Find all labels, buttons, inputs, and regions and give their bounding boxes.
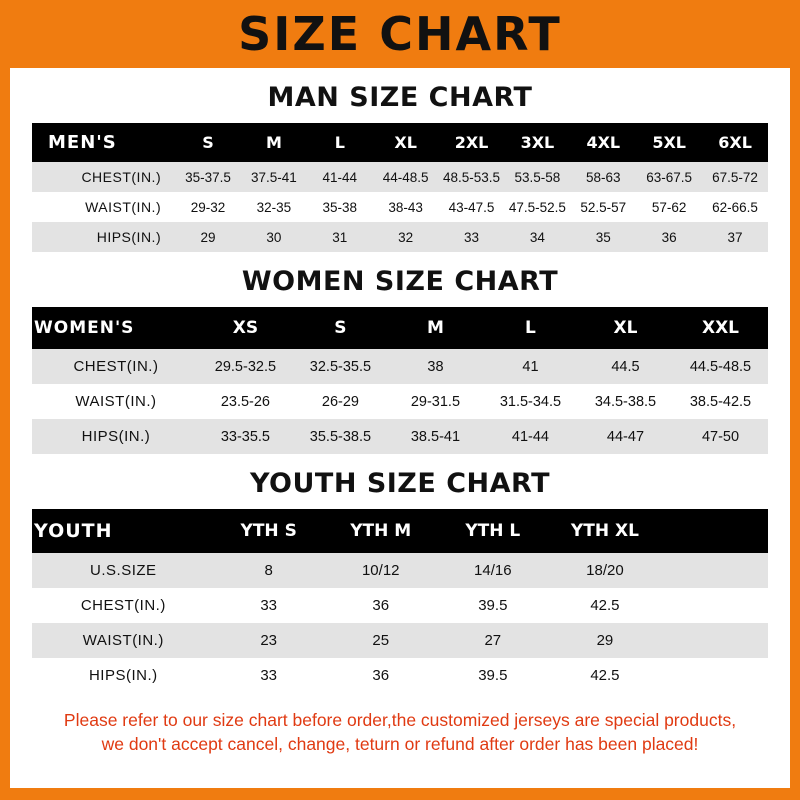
- men-r0-c1: 37.5-41: [241, 162, 307, 192]
- youth-row-3-label: HIPS(IN.): [32, 658, 213, 693]
- women-r1-c3: 31.5-34.5: [483, 384, 578, 419]
- men-col-0: S: [175, 123, 241, 162]
- youth-r2-c2: 27: [437, 623, 549, 658]
- table-row: [32, 623, 768, 658]
- men-r0-c5: 53.5-58: [504, 162, 570, 192]
- men-r0-c3: 44-48.5: [373, 162, 439, 192]
- women-col-0: XS: [198, 307, 293, 349]
- men-row-1-label: WAIST(IN.): [32, 192, 175, 222]
- youth-r2-c1: 25: [325, 623, 437, 658]
- men-r2-c7: 36: [636, 222, 702, 252]
- women-r1-c0: 23.5-26: [198, 384, 293, 419]
- men-col-8: 6XL: [702, 123, 768, 162]
- youth-r1-c1: 36: [325, 588, 437, 623]
- men-header-label: MEN'S: [32, 123, 175, 162]
- youth-row-2-label: WAIST(IN.): [32, 623, 213, 658]
- men-r2-c5: 34: [504, 222, 570, 252]
- men-row-2-label: HIPS(IN.): [32, 222, 175, 252]
- men-r0-c7: 63-67.5: [636, 162, 702, 192]
- men-r1-c6: 52.5-57: [570, 192, 636, 222]
- youth-r1-c0: 33: [213, 588, 325, 623]
- women-r2-c1: 35.5-38.5: [293, 419, 388, 454]
- women-col-5: XXL: [673, 307, 768, 349]
- men-col-5: 3XL: [504, 123, 570, 162]
- youth-section: [32, 468, 768, 693]
- men-r2-c4: 33: [439, 222, 505, 252]
- youth-r3-c1: 36: [325, 658, 437, 693]
- women-r2-c0: 33-35.5: [198, 419, 293, 454]
- men-r1-c2: 35-38: [307, 192, 373, 222]
- youth-col-3: YTH XL: [549, 509, 661, 553]
- men-r1-c7: 57-62: [636, 192, 702, 222]
- women-r0-c2: 38: [388, 349, 483, 384]
- men-r0-c0: 35-37.5: [175, 162, 241, 192]
- table-row: [32, 553, 768, 588]
- youth-col-spacer: [661, 509, 768, 553]
- men-r1-c4: 43-47.5: [439, 192, 505, 222]
- bottom-accent-band: [0, 788, 800, 800]
- women-r1-c1: 26-29: [293, 384, 388, 419]
- men-r1-c3: 38-43: [373, 192, 439, 222]
- women-r0-c0: 29.5-32.5: [198, 349, 293, 384]
- men-r2-c1: 30: [241, 222, 307, 252]
- men-col-4: 2XL: [439, 123, 505, 162]
- men-r0-c6: 58-63: [570, 162, 636, 192]
- youth-col-0: YTH S: [213, 509, 325, 553]
- women-col-2: M: [388, 307, 483, 349]
- content: [10, 82, 790, 756]
- women-header-label: WOMEN'S: [32, 307, 198, 349]
- women-row-0-label: CHEST(IN.): [32, 349, 198, 384]
- women-r0-c1: 32.5-35.5: [293, 349, 388, 384]
- men-col-1: M: [241, 123, 307, 162]
- youth-row-0-label: U.S.SIZE: [32, 553, 213, 588]
- youth-size-table: [32, 509, 768, 693]
- table-header-row: [32, 307, 768, 349]
- youth-r0-c2: 14/16: [437, 553, 549, 588]
- men-col-6: 4XL: [570, 123, 636, 162]
- table-row: [32, 419, 768, 454]
- women-r1-c2: 29-31.5: [388, 384, 483, 419]
- men-section-title: MAN SIZE CHART: [267, 82, 533, 113]
- women-r2-c5: 47-50: [673, 419, 768, 454]
- footer-note-line-2: we don't accept cancel, change, teturn or refund after order has been placed!: [101, 733, 699, 754]
- men-r0-c2: 41-44: [307, 162, 373, 192]
- table-row: [32, 588, 768, 623]
- women-r2-c2: 38.5-41: [388, 419, 483, 454]
- women-r2-c4: 44-47: [578, 419, 673, 454]
- page-title: SIZE CHART: [238, 7, 562, 61]
- youth-r1-c3: 42.5: [549, 588, 661, 623]
- youth-r2-spacer: [661, 623, 768, 658]
- men-r2-c0: 29: [175, 222, 241, 252]
- youth-r1-c2: 39.5: [437, 588, 549, 623]
- youth-r2-c3: 29: [549, 623, 661, 658]
- men-section: [32, 82, 768, 252]
- women-size-table: [32, 307, 768, 454]
- women-r0-c5: 44.5-48.5: [673, 349, 768, 384]
- women-section: [32, 266, 768, 454]
- men-r1-c0: 29-32: [175, 192, 241, 222]
- youth-r0-c1: 10/12: [325, 553, 437, 588]
- women-col-3: L: [483, 307, 578, 349]
- table-row: [32, 222, 768, 252]
- youth-r3-c2: 39.5: [437, 658, 549, 693]
- table-row: [32, 162, 768, 192]
- women-row-2-label: HIPS(IN.): [32, 419, 198, 454]
- youth-col-1: YTH M: [325, 509, 437, 553]
- women-section-title: WOMEN SIZE CHART: [241, 266, 559, 297]
- youth-r3-spacer: [661, 658, 768, 693]
- women-r0-c4: 44.5: [578, 349, 673, 384]
- youth-r0-c3: 18/20: [549, 553, 661, 588]
- youth-row-1-label: CHEST(IN.): [32, 588, 213, 623]
- table-row: [32, 384, 768, 419]
- men-r1-c8: 62-66.5: [702, 192, 768, 222]
- footer-note: [40, 709, 760, 756]
- table-row: [32, 349, 768, 384]
- men-r0-c8: 67.5-72: [702, 162, 768, 192]
- table-header-row: [32, 123, 768, 162]
- men-r1-c1: 32-35: [241, 192, 307, 222]
- women-r1-c4: 34.5-38.5: [578, 384, 673, 419]
- youth-col-2: YTH L: [437, 509, 549, 553]
- youth-r0-spacer: [661, 553, 768, 588]
- men-size-table: [32, 123, 768, 252]
- men-r2-c2: 31: [307, 222, 373, 252]
- youth-header-label: YOUTH: [32, 509, 213, 553]
- women-col-4: XL: [578, 307, 673, 349]
- women-r1-c5: 38.5-42.5: [673, 384, 768, 419]
- men-r2-c6: 35: [570, 222, 636, 252]
- table-row: [32, 192, 768, 222]
- men-r1-c5: 47.5-52.5: [504, 192, 570, 222]
- women-col-1: S: [293, 307, 388, 349]
- men-col-3: XL: [373, 123, 439, 162]
- men-r2-c8: 37: [702, 222, 768, 252]
- youth-r3-c0: 33: [213, 658, 325, 693]
- table-header-row: [32, 509, 768, 553]
- men-r2-c3: 32: [373, 222, 439, 252]
- men-col-7: 5XL: [636, 123, 702, 162]
- men-row-0-label: CHEST(IN.): [32, 162, 175, 192]
- header-band: [0, 0, 800, 68]
- youth-r3-c3: 42.5: [549, 658, 661, 693]
- women-row-1-label: WAIST(IN.): [32, 384, 198, 419]
- youth-section-title: YOUTH SIZE CHART: [249, 468, 551, 499]
- youth-r1-spacer: [661, 588, 768, 623]
- youth-r2-c0: 23: [213, 623, 325, 658]
- men-r0-c4: 48.5-53.5: [439, 162, 505, 192]
- women-r0-c3: 41: [483, 349, 578, 384]
- youth-r0-c0: 8: [213, 553, 325, 588]
- footer-note-line-1: Please refer to our size chart before order,the customized jerseys are special products,: [63, 710, 737, 730]
- men-col-2: L: [307, 123, 373, 162]
- women-r2-c3: 41-44: [483, 419, 578, 454]
- table-row: [32, 658, 768, 693]
